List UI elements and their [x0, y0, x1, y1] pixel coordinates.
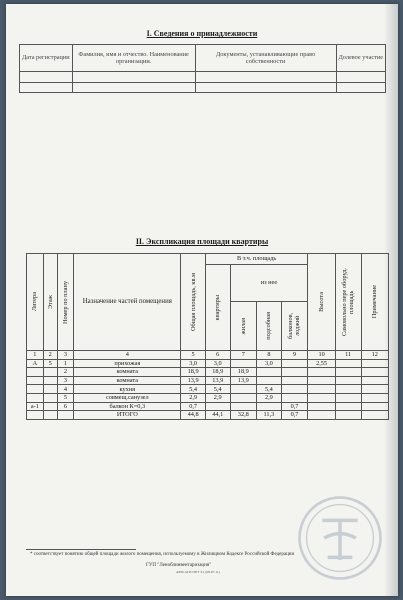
column-number-row: 1 2 3 4 5 6 7 8 9 10 11 12 [27, 351, 389, 360]
header-total-area: Общая площадь, кв.м [181, 254, 206, 351]
organization-code: АРМ АГИ ПЕТ 3.1 (08.07.11) [176, 570, 220, 574]
header-apartments: квартиры [205, 265, 230, 351]
ownership-header-date: Дата регистрации [20, 45, 73, 72]
header-of-it: из нее [230, 265, 308, 302]
table-row: 5 совмещ.санузел 2,9 2,9 2,9 [27, 393, 389, 402]
header-notes: Примечание [361, 254, 388, 351]
section2-title: II. Экспликация площади квартиры [135, 237, 269, 246]
header-balconies: балконов, лоджий [281, 302, 308, 351]
ownership-header-docs: Документы, устанавливающие право собственности [195, 45, 336, 72]
header-self-built: Самовольно пере оборуд. площадь [335, 254, 361, 351]
ownership-header-name: Фамилия, имя и отчество. Наименование организации. [72, 45, 195, 72]
table-row: 4 кухня 5,4 5,4 5,4 [27, 385, 389, 394]
ownership-header-share: Долевое участие [336, 45, 385, 72]
table-row: а-1 6 балкон К=0,3 0,7 0,7 [27, 402, 389, 411]
table-row: А 5 1 прихожая 3,0 3,0 3,0 2,55 [27, 359, 389, 368]
header-height: Высота [308, 254, 336, 351]
header-living: жилая [230, 302, 257, 351]
organization-name: ГУП "Леноблинвентаризация" [146, 563, 212, 568]
table-row: 3 комната 13,9 13,9 13,9 [27, 376, 389, 385]
ownership-table [19, 44, 386, 93]
header-floor: Этаж [43, 254, 57, 351]
header-purpose: Назначение частей помещения [74, 254, 181, 351]
section1-title: I. Сведения о принадлежности [146, 29, 258, 38]
area-explication-table [26, 253, 389, 420]
total-row: ИТОГО 44,8 44,1 32,8 11,3 0,7 [27, 411, 389, 420]
footnote-text: * соответствует понятию общей площади жилого помещения, используемому в Жилищном Кодексе Российской Федерации [30, 552, 295, 557]
document-page [6, 4, 398, 596]
footnote-divider [26, 549, 136, 550]
header-incl-area: В т.ч. площадь [205, 254, 307, 265]
stamp-logo-icon [296, 494, 384, 582]
header-plan-number: Номер по плану [57, 254, 74, 351]
header-litera: Литера [27, 254, 44, 351]
header-auxiliary: подсобная [257, 302, 282, 351]
table-row: 2 комната 18,9 18,9 18,9 [27, 368, 389, 377]
